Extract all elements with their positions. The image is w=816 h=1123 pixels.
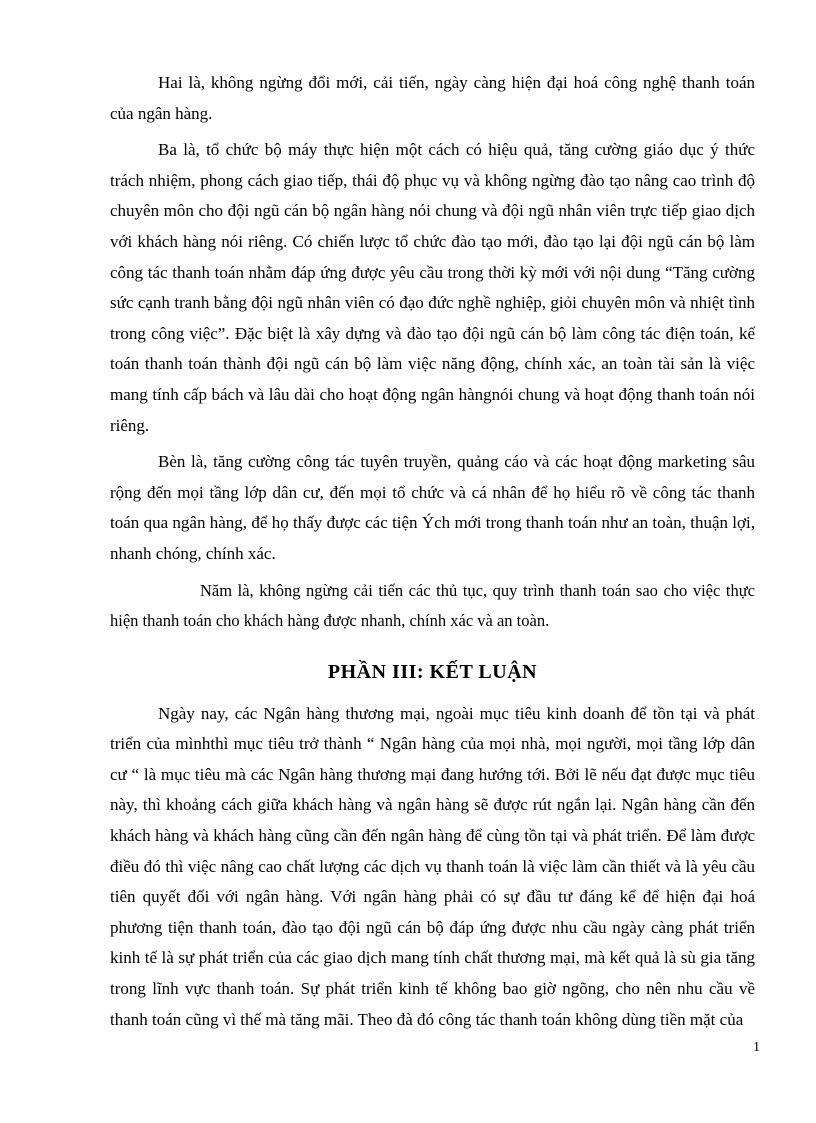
paragraph-hai-la: Hai là, không ngừng đổi mới, cải tiến, ngày càng hiện đại hoá công nghệ thanh toán của ngân hàng. <box>110 73 755 123</box>
paragraph-conclusion: Ngày nay, các Ngân hàng thương mại, ngoài mục tiêu kinh doanh để tồn tại và phát triển của mìnhthì mục tiêu trở thành “ Ngân hàng của mọi nhà, mọi người, mọi tầng lớp dân cư “ là mục tiêu mà các Ngân hàng thương mại đang hướng tới. Bởi lẽ nếu đạt được mục tiêu này, thì khoảng cách giữa khách hàng và ngân hàng sẽ được rút ngắn lại. Ngân hàng cần đến khách hàng và khách hàng cũng cần đến ngân hàng để cùng tồn tại và phát triển. Để làm được điều đó thì việc nâng cao chất lượng các dịch vụ thanh toán là việc làm cần thiết và là yêu cầu tiên quyết đối với ngân hàng. Với ngân hàng phải có sự đầu tư đáng kể để hiện đại hoá phương tiện thanh toán, đào tạo đội ngũ cán bộ đáp ứng được nhu cầu ngày càng phát triển kinh tế là sự phát triển của các giao dịch mang tính chất thương mại, mà kết quả là sù gia tăng trong lĩnh vực thanh toán. Sự phát triển kinh tế không bao giờ ngõng, cho nên nhu cầu về thanh toán cũng vì thế mà tăng mãi. Theo đà đó công tác thanh toán không dùng tiền mặt của <box>110 703 755 1029</box>
page-number: 1 <box>753 1040 760 1055</box>
paragraph-ba-la: Ba là, tổ chức bộ máy thực hiện một cách có hiệu quả, tăng cường giáo dục ý thức trách nhiệm, phong cách giao tiếp, thái độ phục vụ và không ngừng đào tạo nâng cao trình độ chuyên môn cho đội ngũ cán bộ ngân hàng nói chung và đội ngũ nhân viên trực tiếp giao dịch với khách hàng nói riêng. Có chiến lược tổ chức đào tạo mới, đào tạo lại đội ngũ cán bộ làm công tác thanh toán nhằm đáp ứng được yêu cầu trong thời kỳ mới với nội dung “Tăng cường sức cạnh tranh bằng đội ngũ nhân viên có đạo đức nghề nghiệp, giỏi chuyên môn và nhiệt tình trong công việc”. Đặc biệt là xây dựng và đào tạo đội ngũ cán bộ làm công tác điện toán, kế toán thanh toán thành đội ngũ cán bộ làm việc năng động, chính xác, an toàn tài sản là việc mang tính cấp bách và lâu dài cho hoạt động ngân hàngnói chung và hoạt động thanh toán nói riêng. <box>110 140 755 435</box>
paragraph-bon-la: Bèn là, tăng cường công tác tuyên truyền, quảng cáo và các hoạt động marketing sâu rộng đến mọi tầng lớp dân cư, đến mọi tổ chức và cá nhân để họ hiểu rõ về công tác thanh toán qua ngân hàng, để họ thấy được các tiện Ých mới trong thanh toán như an toàn, thuận lợi, nhanh chóng, chính xác. <box>110 452 755 563</box>
section-heading: PHẦN III: KẾT LUẬN <box>327 660 538 683</box>
document-page <box>110 68 755 1035</box>
paragraph-nam-la: Năm là, không ngừng cải tiến các thủ tục, quy trình thanh toán sao cho việc thực hiện thanh toán cho khách hàng được nhanh, chính xác và an toàn. <box>110 580 755 631</box>
